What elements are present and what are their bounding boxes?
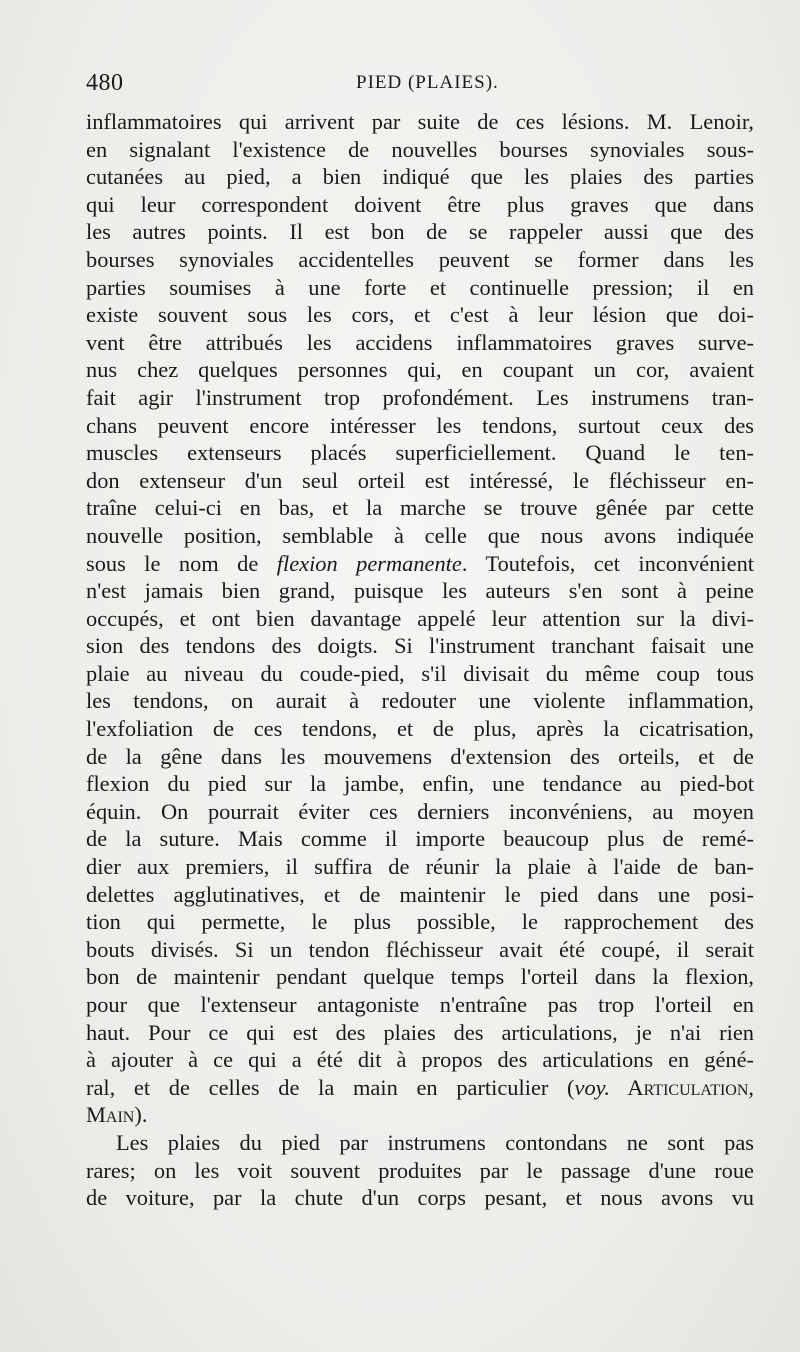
text-line: les tendons, on aurait à redouter une violente inflammation, [86, 688, 754, 714]
text-line: don extenseur d'un seul orteil est intéressé, le fléchisseur en- [86, 467, 754, 493]
text-line: de voiture, par la chute d'un corps pesant, et nous avons vu [86, 1185, 754, 1211]
italic-term: voy. [574, 1074, 610, 1100]
text-line: sion des tendons des doigts. Si l'instrument tranchant faisait une [86, 633, 754, 659]
running-head: PIED (PLAIES). [356, 72, 499, 93]
text-line: en signalant l'existence de nouvelles bourses synoviales sous- [86, 136, 754, 162]
text-line: nouvelle position, semblable à celle que nous avons indiquée [86, 522, 754, 548]
text-line: à ajouter à ce qui a été dit à propos des articulations en géné- [86, 1047, 754, 1073]
text-line: Les plaies du pied par instrumens contondans ne sont pas [116, 1129, 754, 1155]
text-line: cutanées au pied, a bien indiqué que les plaies des parties [86, 164, 754, 190]
text-line: de la gêne dans les mouvemens d'extension des orteils, et de [86, 743, 754, 769]
text-run: . Toutefois, cet inconvénient [461, 550, 754, 576]
page-header [86, 70, 756, 104]
page-number: 480 [86, 70, 124, 96]
text-line: muscles extenseurs placés superficiellement. Quand le ten- [86, 440, 754, 466]
text-line: inflammatoires qui arrivent par suite de ces lésions. M. Lenoir, [86, 109, 754, 134]
text-line: tion qui permette, le plus possible, le rapprochement des [86, 909, 754, 935]
text-line: pour que l'extenseur antagoniste n'entraîne pas trop l'orteil en [86, 992, 754, 1017]
cross-reference: Articulation, [609, 1074, 754, 1100]
text-line: bourses synoviales accidentelles peuvent se former dans les [86, 246, 754, 272]
text-line: vent être attribués les accidens inflammatoires graves surve- [86, 329, 754, 355]
text-line: chans peuvent encore intéresser les tendons, surtout ceux des [86, 412, 754, 438]
text-line: existe souvent sous les cors, et c'est à leur lésion que doi- [86, 302, 754, 328]
text-line: les autres points. Il est bon de se rappeler aussi que des [86, 219, 754, 245]
body-text [86, 108, 754, 1212]
text-line: l'exfoliation de ces tendons, et de plus, après la cicatrisation, [86, 716, 754, 742]
text-line-flexion [86, 550, 754, 578]
text-run: ). [134, 1102, 148, 1128]
text-run: sous le nom de [86, 550, 277, 576]
text-line: qui leur correspondent doivent être plus graves que dans [86, 191, 754, 217]
text-line: équin. On pourrait éviter ces derniers inconvéniens, au moyen [86, 798, 754, 824]
text-line-reference [86, 1074, 754, 1102]
text-line-reference-end [86, 1101, 754, 1129]
text-line: de la suture. Mais comme il importe beaucoup plus de remé- [86, 826, 754, 852]
text-line: nus chez quelques personnes qui, en coupant un cor, avaient [86, 357, 754, 383]
text-line: flexion du pied sur la jambe, enfin, une tendance au pied-bot [86, 771, 754, 797]
text-line: fait agir l'instrument trop profondément. Les instrumens tran- [86, 384, 754, 410]
cross-reference: Main [86, 1102, 135, 1128]
text-line: bon de maintenir pendant quelque temps l'orteil dans la flexion, [86, 964, 754, 990]
italic-term: flexion permanente [276, 550, 462, 576]
text-line: plaie au niveau du coude-pied, s'il divisait du même coup tous [86, 660, 754, 686]
text-line: dier aux premiers, il suffira de réunir la plaie à l'aide de ban- [86, 854, 754, 880]
text-line: n'est jamais bien grand, puisque les auteurs s'en sont à peine [86, 578, 754, 604]
text-line: rares; on les voit souvent produites par le passage d'une roue [86, 1157, 754, 1183]
text-run: ral, et de celles de la main en particulier ( [86, 1074, 575, 1100]
text-line: traîne celui-ci en bas, et la marche se trouve gênée par cette [86, 495, 754, 521]
text-line: parties soumises à une forte et continuelle pression; il en [86, 274, 754, 300]
text-line: delettes agglutinatives, et de maintenir le pied dans une posi- [86, 881, 754, 907]
text-line: haut. Pour ce qui est des plaies des articulations, je n'ai rien [86, 1019, 754, 1045]
text-line: occupés, et ont bien davantage appelé leur attention sur la divi- [86, 605, 754, 631]
text-line: bouts divisés. Si un tendon fléchisseur avait été coupé, il serait [86, 936, 754, 962]
